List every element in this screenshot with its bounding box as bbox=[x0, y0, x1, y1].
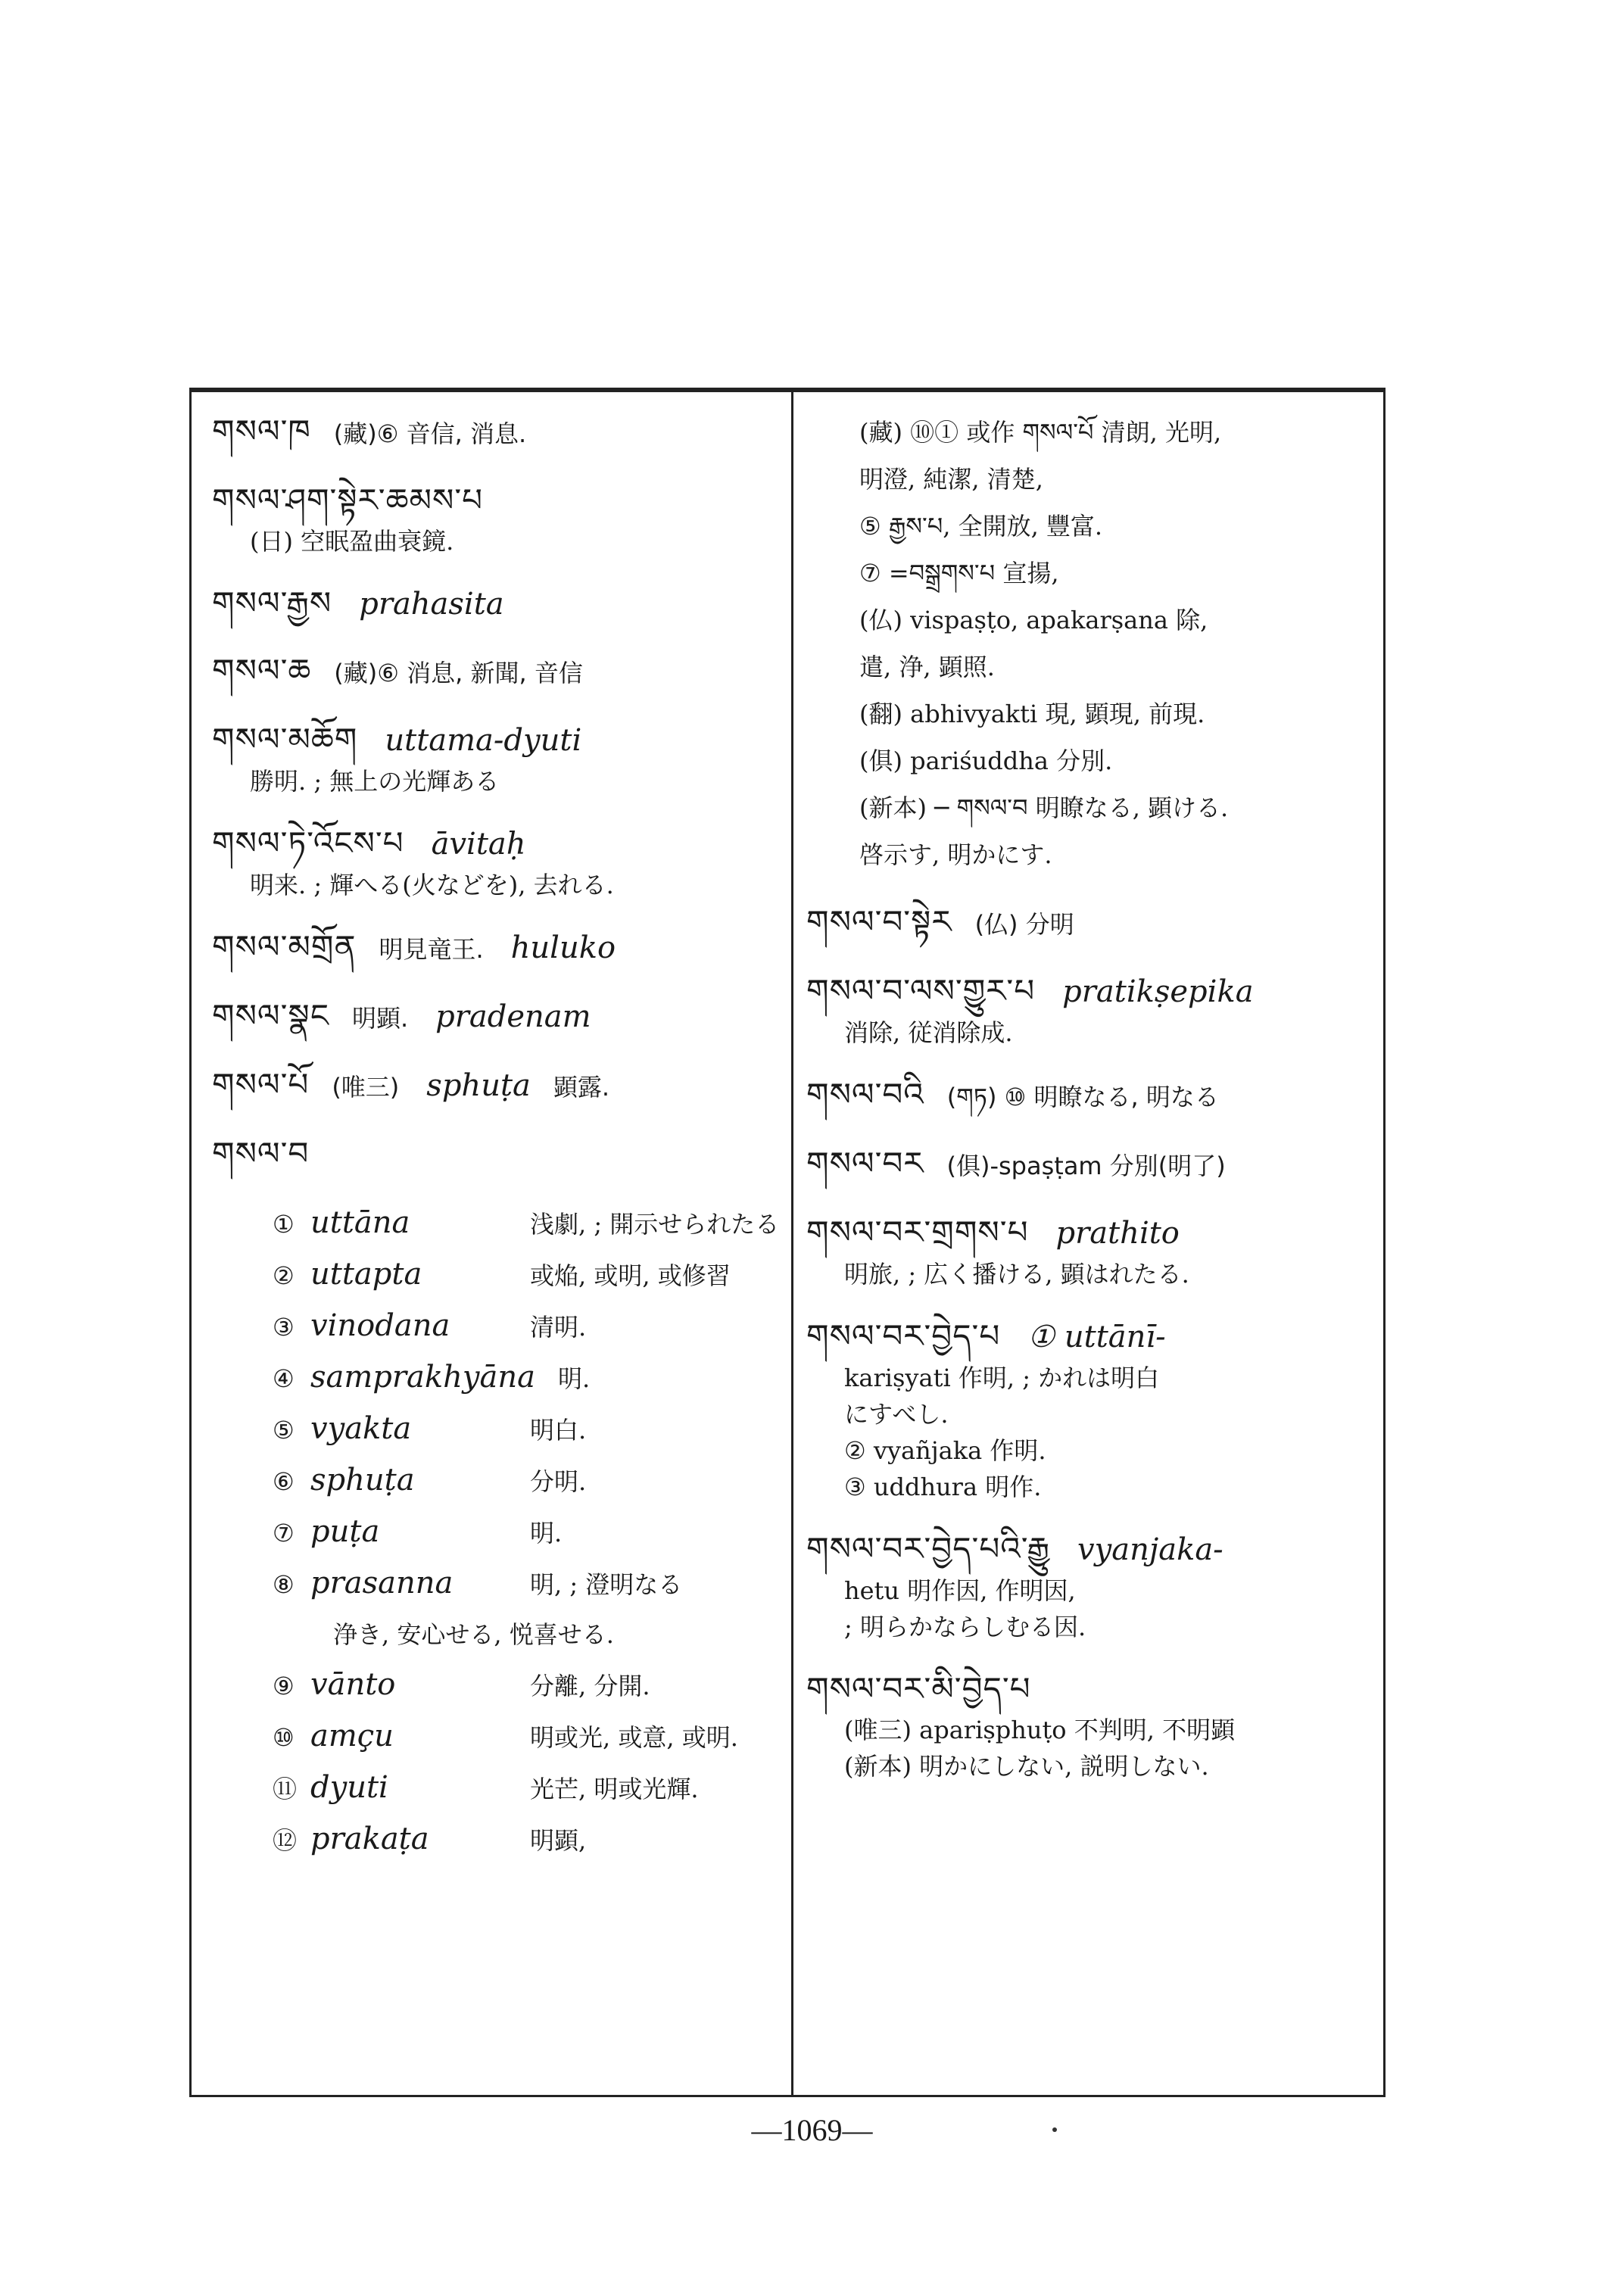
sense-number: ⑦ bbox=[273, 1519, 295, 1548]
sanskrit-term: uttama-dyuti bbox=[385, 723, 582, 758]
tibetan-term: གསལ་བར་གྲགས་པ bbox=[806, 1214, 1029, 1251]
entry-headword bbox=[806, 1314, 1378, 1360]
japanese-gloss: 明, ; 澄明なる bbox=[530, 1570, 683, 1599]
entry-headword bbox=[806, 1526, 1378, 1572]
entry-gloss: 明来. ; 輝へる(火などを), 去れる. bbox=[250, 871, 614, 899]
sense-number: ⑩ bbox=[273, 1723, 295, 1752]
entry-headword bbox=[212, 717, 780, 763]
sanskrit-term: sphuṭa bbox=[310, 1463, 415, 1498]
entry-gloss: 消除, 従消除成. bbox=[844, 1018, 1013, 1047]
entry-gloss: (日) 空眠盈曲衰鏡. bbox=[250, 527, 454, 556]
tibetan-term: གསལ་མཆོག bbox=[212, 721, 358, 758]
tibetan-term: གསལ་ཏེ་འོངས་པ bbox=[212, 824, 404, 862]
dictionary-entry bbox=[212, 478, 780, 559]
dictionary-entry bbox=[212, 993, 780, 1041]
sense-number: ⑧ bbox=[273, 1570, 295, 1599]
entry-gloss: (唯三) apariṣphuṭo 不判明, 不明顕 bbox=[844, 1716, 1236, 1744]
gloss-line: (新本) ─ གསལ་བ 明瞭なる, 顕ける. bbox=[859, 793, 1229, 822]
entry-gloss: (新本) 明かにしない, 説明しない. bbox=[844, 1752, 1209, 1781]
sense-number: ⑤ bbox=[273, 1416, 295, 1445]
gloss-line: ⑤ རྒྱས་པ, 全開放, 豐富. bbox=[859, 512, 1103, 541]
entry-gloss: にすべし. bbox=[844, 1400, 949, 1429]
entry-headword bbox=[212, 581, 780, 627]
entry-note: (藏)⑥ 消息, 新聞, 音信 bbox=[334, 659, 583, 687]
tibetan-term: གསལ་ཤག་སྟེར་ཆམས་པ bbox=[212, 482, 484, 519]
entry-gloss: ③ uddhura 明作. bbox=[844, 1473, 1042, 1501]
entry-gloss: ; 明らかならしむる因. bbox=[844, 1613, 1086, 1641]
sense-number: ⑫ bbox=[273, 1826, 298, 1855]
sanskrit-term: āvitaḥ bbox=[431, 827, 526, 862]
entry-headword bbox=[806, 1072, 1378, 1120]
dictionary-entry bbox=[212, 648, 780, 696]
japanese-gloss: 清明. bbox=[530, 1313, 587, 1342]
entry-gloss: 勝明. ; 無上の光輝ある bbox=[250, 767, 500, 796]
gloss-line: ⑦ =བསྒྲགས་པ 宣揚, bbox=[859, 559, 1059, 588]
dictionary-entry bbox=[212, 717, 780, 799]
continued-entry bbox=[806, 409, 1378, 878]
japanese-gloss: 光芒, 明或光輝. bbox=[530, 1775, 699, 1803]
column-divider bbox=[791, 390, 793, 2097]
left-column bbox=[212, 409, 780, 1865]
dictionary-entry bbox=[212, 1131, 780, 1177]
tibetan-term: གསལ་བར bbox=[806, 1145, 924, 1182]
sanskrit-term: prathito bbox=[1055, 1216, 1180, 1251]
entry-note: (གཏ) ⑩ 明瞭なる, 明なる bbox=[946, 1083, 1219, 1111]
gloss-line: (仏) vispaṣṭo, apakarṣana 除, bbox=[859, 606, 1208, 634]
sense-number: ⑥ bbox=[273, 1467, 295, 1496]
sense-list bbox=[212, 1198, 780, 1865]
japanese-gloss: 分明. bbox=[530, 1467, 587, 1496]
sanskrit-term: ① uttānī- bbox=[1027, 1320, 1166, 1354]
sense-number: ④ bbox=[273, 1364, 295, 1393]
dictionary-entry bbox=[212, 409, 780, 457]
entry-gloss: kariṣyati 作明, ; かれは明白 bbox=[844, 1364, 1160, 1392]
entry-note: (俱)-spaṣṭam 分別(明了) bbox=[946, 1152, 1226, 1180]
page-number: —1069— bbox=[751, 2113, 873, 2147]
gloss-line: 遣, 浄, 顕照. bbox=[859, 653, 995, 681]
entry-headword bbox=[806, 1666, 1378, 1712]
gloss-line: 明澄, 純潔, 清楚, bbox=[859, 465, 1043, 494]
tibetan-term: གསལ་མགྲོན bbox=[212, 928, 357, 965]
japanese-gloss: 明顕, bbox=[530, 1826, 587, 1855]
entry-note: (仏) 分明 bbox=[974, 910, 1074, 939]
sanskrit-term: prahasita bbox=[359, 587, 504, 622]
sanskrit-term: sphuṭa bbox=[426, 1068, 531, 1103]
entry-gloss: hetu 明作因, 作明因, bbox=[844, 1576, 1076, 1605]
sanskrit-term: prasanna bbox=[310, 1566, 454, 1601]
japanese-gloss: 分離, 分開. bbox=[530, 1672, 650, 1700]
japanese-gloss: 明. bbox=[557, 1364, 591, 1393]
dictionary-entry bbox=[212, 581, 780, 627]
japanese-gloss: 浄き, 安心せる, 悦喜せる. bbox=[333, 1620, 614, 1649]
sense-number: ① bbox=[273, 1210, 295, 1239]
dictionary-entry bbox=[806, 1141, 1378, 1189]
entry-gloss: ② vyañjaka 作明. bbox=[844, 1436, 1046, 1465]
entry-headword bbox=[212, 1131, 780, 1177]
sanskrit-term: vyakta bbox=[310, 1411, 412, 1446]
tibetan-term: གསལ་བ bbox=[212, 1135, 310, 1172]
dictionary-entry bbox=[212, 924, 780, 972]
sense-item bbox=[212, 1249, 780, 1301]
entry-headword bbox=[212, 821, 780, 867]
sanskrit-term: amçu bbox=[310, 1719, 394, 1753]
sanskrit-term: samprakhyāna bbox=[310, 1360, 535, 1395]
japanese-gloss: 浅劇, ; 開示せられたる bbox=[530, 1210, 780, 1239]
sense-item bbox=[212, 1301, 780, 1352]
tibetan-term: གསལ་ཆ bbox=[212, 652, 312, 689]
sense-item bbox=[212, 1404, 780, 1455]
right-column bbox=[806, 409, 1378, 1806]
entry-note: 明見竜王. bbox=[379, 935, 484, 964]
dictionary-entry bbox=[806, 1314, 1378, 1505]
dictionary-entry bbox=[806, 899, 1378, 947]
entry-headword bbox=[212, 478, 780, 523]
sense-item bbox=[212, 1660, 780, 1711]
entry-gloss: 明旅, ; 広く播ける, 顕はれたる. bbox=[844, 1260, 1189, 1289]
sanskrit-term: puṭa bbox=[310, 1514, 380, 1549]
tibetan-term: གསལ་ཁ bbox=[212, 413, 311, 450]
entry-headword bbox=[806, 899, 1378, 947]
entry-note: (唯三) bbox=[332, 1073, 400, 1102]
tibetan-term: གསལ་སྣང bbox=[212, 997, 329, 1034]
dictionary-entry bbox=[806, 1666, 1378, 1784]
sanskrit-term: dyuti bbox=[310, 1770, 388, 1805]
sanskrit-term: vānto bbox=[310, 1667, 396, 1702]
sanskrit-term: vyanjaka- bbox=[1077, 1532, 1223, 1567]
sense-item bbox=[212, 1455, 780, 1507]
entry-headword bbox=[212, 993, 780, 1041]
entry-note: 明顕. bbox=[351, 1004, 409, 1033]
sense-number: ⑪ bbox=[273, 1775, 298, 1803]
sanskrit-term: huluko bbox=[510, 930, 616, 965]
sanskrit-term: vinodana bbox=[310, 1308, 450, 1343]
sense-number: ② bbox=[273, 1261, 295, 1290]
sense-item bbox=[212, 1610, 780, 1660]
tibetan-term: གསལ་བའི bbox=[806, 1076, 924, 1113]
dictionary-entry bbox=[806, 1072, 1378, 1120]
dictionary-entry bbox=[806, 1526, 1378, 1645]
japanese-gloss: 明白. bbox=[530, 1416, 587, 1445]
dictionary-entry bbox=[806, 1210, 1378, 1292]
entry-note: 顕露. bbox=[553, 1073, 610, 1102]
tibetan-term: གསལ་བར་བྱེད་པའི་རྒྱུ bbox=[806, 1530, 1051, 1567]
tibetan-term: གསལ་པོ bbox=[212, 1066, 310, 1103]
entry-headword bbox=[212, 1062, 780, 1110]
dictionary-entry bbox=[806, 968, 1378, 1051]
tibetan-term: གསལ་བར་མི་བྱེད་པ bbox=[806, 1670, 1031, 1707]
sense-item bbox=[212, 1198, 780, 1249]
sense-item bbox=[212, 1507, 780, 1558]
tibetan-term: གསལ་བ་ལས་གྱུར་པ bbox=[806, 972, 1036, 1009]
gloss-line: 啓示す, 明かにす. bbox=[859, 840, 1052, 869]
entry-headword bbox=[806, 1141, 1378, 1189]
speck bbox=[1052, 2127, 1057, 2132]
gloss-line: (藏) ⑩① 或作 གསལ་པོ 清朗, 光明, bbox=[859, 418, 1222, 447]
gloss-line: (翻) abhivyakti 現, 顕現, 前現. bbox=[859, 700, 1205, 728]
sanskrit-term: prakaṭa bbox=[310, 1822, 429, 1856]
dictionary-entry bbox=[212, 1062, 780, 1110]
sanskrit-term: uttāna bbox=[310, 1205, 410, 1240]
japanese-gloss: 明. bbox=[530, 1519, 563, 1548]
sense-item bbox=[212, 1711, 780, 1763]
sense-number: ⑨ bbox=[273, 1672, 295, 1700]
sanskrit-term: pradenam bbox=[435, 999, 591, 1034]
tibetan-term: གསལ་རྒྱས bbox=[212, 584, 332, 622]
sense-item bbox=[212, 1558, 780, 1610]
entry-headword bbox=[806, 1210, 1378, 1256]
entry-headword bbox=[212, 648, 780, 696]
entry-note: (藏)⑥ 音信, 消息. bbox=[333, 419, 527, 448]
sense-item bbox=[212, 1814, 780, 1865]
tibetan-term: གསལ་བར་བྱེད་པ bbox=[806, 1317, 1001, 1354]
sense-number: ③ bbox=[273, 1313, 295, 1342]
sense-item bbox=[212, 1352, 780, 1404]
sanskrit-term: uttapta bbox=[310, 1257, 422, 1292]
tibetan-term: གསལ་བ་སྟེར bbox=[806, 903, 952, 940]
entry-headword bbox=[212, 924, 780, 972]
entry-headword bbox=[806, 968, 1378, 1015]
dictionary-entry bbox=[212, 821, 780, 903]
sense-item bbox=[212, 1763, 780, 1814]
entry-headword bbox=[212, 409, 780, 457]
japanese-gloss: 或焔, 或明, 或修習 bbox=[530, 1261, 731, 1290]
japanese-gloss: 明或光, 或意, 或明. bbox=[530, 1723, 738, 1752]
sanskrit-term: pratikṣepika bbox=[1062, 974, 1254, 1009]
gloss-line: (俱) pariśuddha 分別. bbox=[859, 746, 1113, 775]
